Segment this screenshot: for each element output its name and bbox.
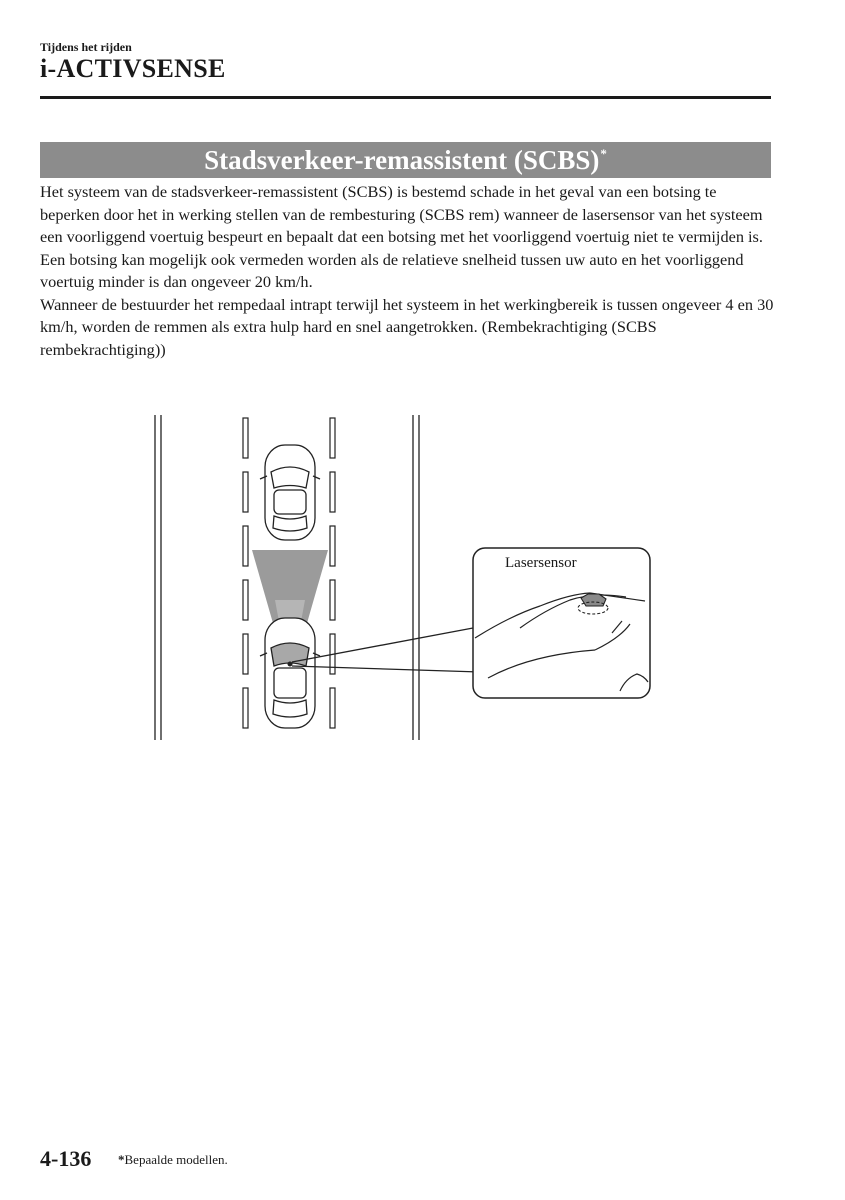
- paragraph-2: Wanneer de bestuurder het rempedaal intrapt terwijl het systeem in het werkingbereik is tussen ongeveer 4 en 30 km/h, worden de remmen als extra hulp hard en snel aangetrokken. (Rembekrachtiging (SCBS rembekrachtiging)): [40, 294, 774, 359]
- lane-marking-left: [243, 418, 248, 728]
- header-rule: [40, 96, 771, 99]
- scbs-illustration: [150, 410, 660, 745]
- paragraph-1: Het systeem van de stadsverkeer-remassistent (SCBS) is bestemd schade in het geval van een botsing te beperken door het in werking stellen van de rembesturing (SCBS rem) wanneer de lasersensor van het systeem een voorliggend voertuig bespeurt en bepaalt dat een botsing met het voorliggend voertuig niet te vermijden is. Een botsing kan mogelijk ook vermeden worden als de relatieve snelheid tussen uw auto en het voorliggend voertuig minder is dan ongeveer 20 km/h.: [40, 182, 763, 291]
- footnote-mark: *: [118, 1152, 125, 1167]
- lasersensor-label: Lasersensor: [505, 555, 577, 571]
- chapter-heading: Tijdens het rijden: [40, 40, 132, 54]
- leading-car: [260, 445, 320, 540]
- section-title: i-ACTIVSENSE: [40, 54, 226, 83]
- callout-connector: [292, 628, 480, 672]
- footnote-text: Bepaalde modellen.: [124, 1152, 228, 1167]
- banner-title: Stadsverkeer-remassistent (SCBS): [204, 145, 600, 175]
- laser-sensor-point: [288, 662, 293, 667]
- banner-footnote-mark: *: [600, 146, 607, 161]
- footnote: [118, 1152, 228, 1168]
- topic-banner: [40, 142, 771, 178]
- page-number: 4-136: [40, 1146, 92, 1171]
- body-text: [40, 181, 775, 361]
- road-edge-right: [413, 415, 419, 740]
- own-car: [260, 618, 320, 728]
- lane-marking-right: [330, 418, 335, 728]
- road-edge-left: [155, 415, 161, 740]
